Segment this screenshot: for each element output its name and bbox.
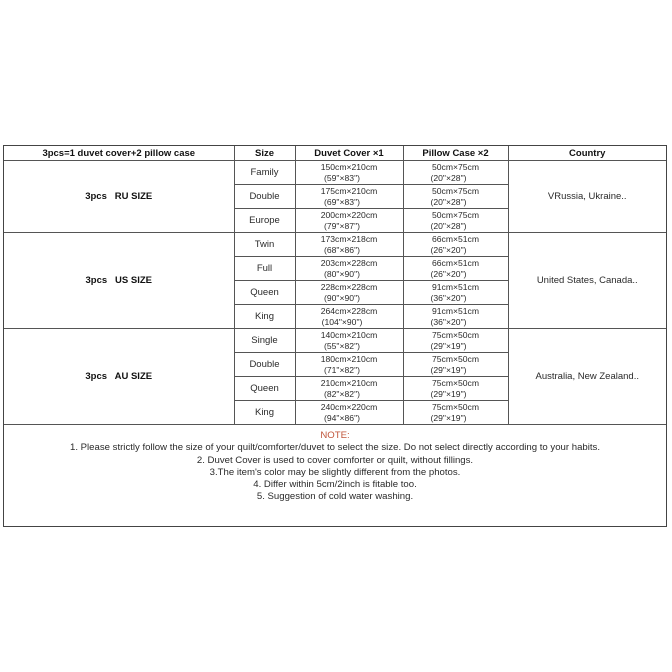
group-label-ru: 3pcs RU SIZE: [4, 161, 234, 233]
size-cell: Twin: [234, 233, 295, 257]
note-title: NOTE:: [320, 430, 350, 441]
size-cell: Full: [234, 257, 295, 281]
country-cell-ru: VRussia, Ukraine..: [508, 161, 666, 233]
notes-section: [4, 430, 666, 504]
size-cell: King: [234, 305, 295, 329]
note-item-4: 4. Differ within 5cm/2inch is fitable too.: [253, 479, 417, 491]
size-cell: Single: [234, 329, 295, 353]
duvet-dimension-cell: 264cm×228cm (104"×90"): [295, 305, 403, 329]
pillow-dimension-cell: 91cm×51cm (36"×20"): [403, 305, 508, 329]
header-size: Size: [234, 146, 295, 161]
duvet-dimension-cell: 175cm×210cm (69"×83"): [295, 185, 403, 209]
pillow-dimension-cell: 66cm×51cm (26"×20"): [403, 233, 508, 257]
note-item-5: 5. Suggestion of cold water washing.: [256, 491, 414, 503]
size-cell: Queen: [234, 377, 295, 401]
duvet-dimension-cell: 173cm×218cm (68"×86"): [295, 233, 403, 257]
note-item-3: 3.The item's color may be slightly different from the photos.: [209, 466, 461, 478]
duvet-dimension-cell: 203cm×228cm (80"×90"): [295, 257, 403, 281]
size-cell: King: [234, 401, 295, 425]
duvet-dimension-cell: 210cm×210cm (82"×82"): [295, 377, 403, 401]
country-cell-us: United States, Canada..: [508, 233, 666, 329]
table-header-row: [4, 146, 666, 161]
header-country: Country: [508, 146, 666, 161]
country-cell-au: Australia, New Zealand..: [508, 329, 666, 425]
size-table: [4, 146, 666, 425]
pillow-dimension-cell: 50cm×75cm (20"×28"): [403, 209, 508, 233]
group-label-au: 3pcs AU SIZE: [4, 329, 234, 425]
pillow-dimension-cell: 91cm×51cm (36"×20"): [403, 281, 508, 305]
size-cell: Double: [234, 353, 295, 377]
pillow-dimension-cell: 75cm×50cm (29"×19"): [403, 401, 508, 425]
duvet-dimension-cell: 200cm×220cm (79"×87"): [295, 209, 403, 233]
note-item-1: 1. Please strictly follow the size of your quilt/comforter/duvet to select the size. Do not select directly according to your habits.: [69, 442, 601, 454]
table-row: [4, 233, 666, 257]
duvet-dimension-cell: 150cm×210cm (59"×83"): [295, 161, 403, 185]
header-duvet-cover: Duvet Cover ×1: [295, 146, 403, 161]
pillow-dimension-cell: 75cm×50cm (29"×19"): [403, 377, 508, 401]
pillow-dimension-cell: 50cm×75cm (20"×28"): [403, 161, 508, 185]
duvet-dimension-cell: 228cm×228cm (90"×90"): [295, 281, 403, 305]
duvet-dimension-cell: 180cm×210cm (71"×82"): [295, 353, 403, 377]
size-cell: Double: [234, 185, 295, 209]
header-package: 3pcs=1 duvet cover+2 pillow case: [4, 146, 234, 161]
size-cell: Europe: [234, 209, 295, 233]
size-chart: [3, 145, 667, 527]
duvet-dimension-cell: 240cm×220cm (94"×86"): [295, 401, 403, 425]
header-pillow-case: Pillow Case ×2: [403, 146, 508, 161]
pillow-dimension-cell: 50cm×75cm (20"×28"): [403, 185, 508, 209]
pillow-dimension-cell: 75cm×50cm (29"×19"): [403, 353, 508, 377]
table-row: [4, 161, 666, 185]
size-cell: Queen: [234, 281, 295, 305]
pillow-dimension-cell: 75cm×50cm (29"×19"): [403, 329, 508, 353]
group-label-us: 3pcs US SIZE: [4, 233, 234, 329]
table-row: [4, 329, 666, 353]
duvet-dimension-cell: 140cm×210cm (55"×82"): [295, 329, 403, 353]
pillow-dimension-cell: 66cm×51cm (26"×20"): [403, 257, 508, 281]
size-cell: Family: [234, 161, 295, 185]
note-item-2: 2. Duvet Cover is used to cover comforter or quilt, without fillings.: [196, 454, 474, 466]
